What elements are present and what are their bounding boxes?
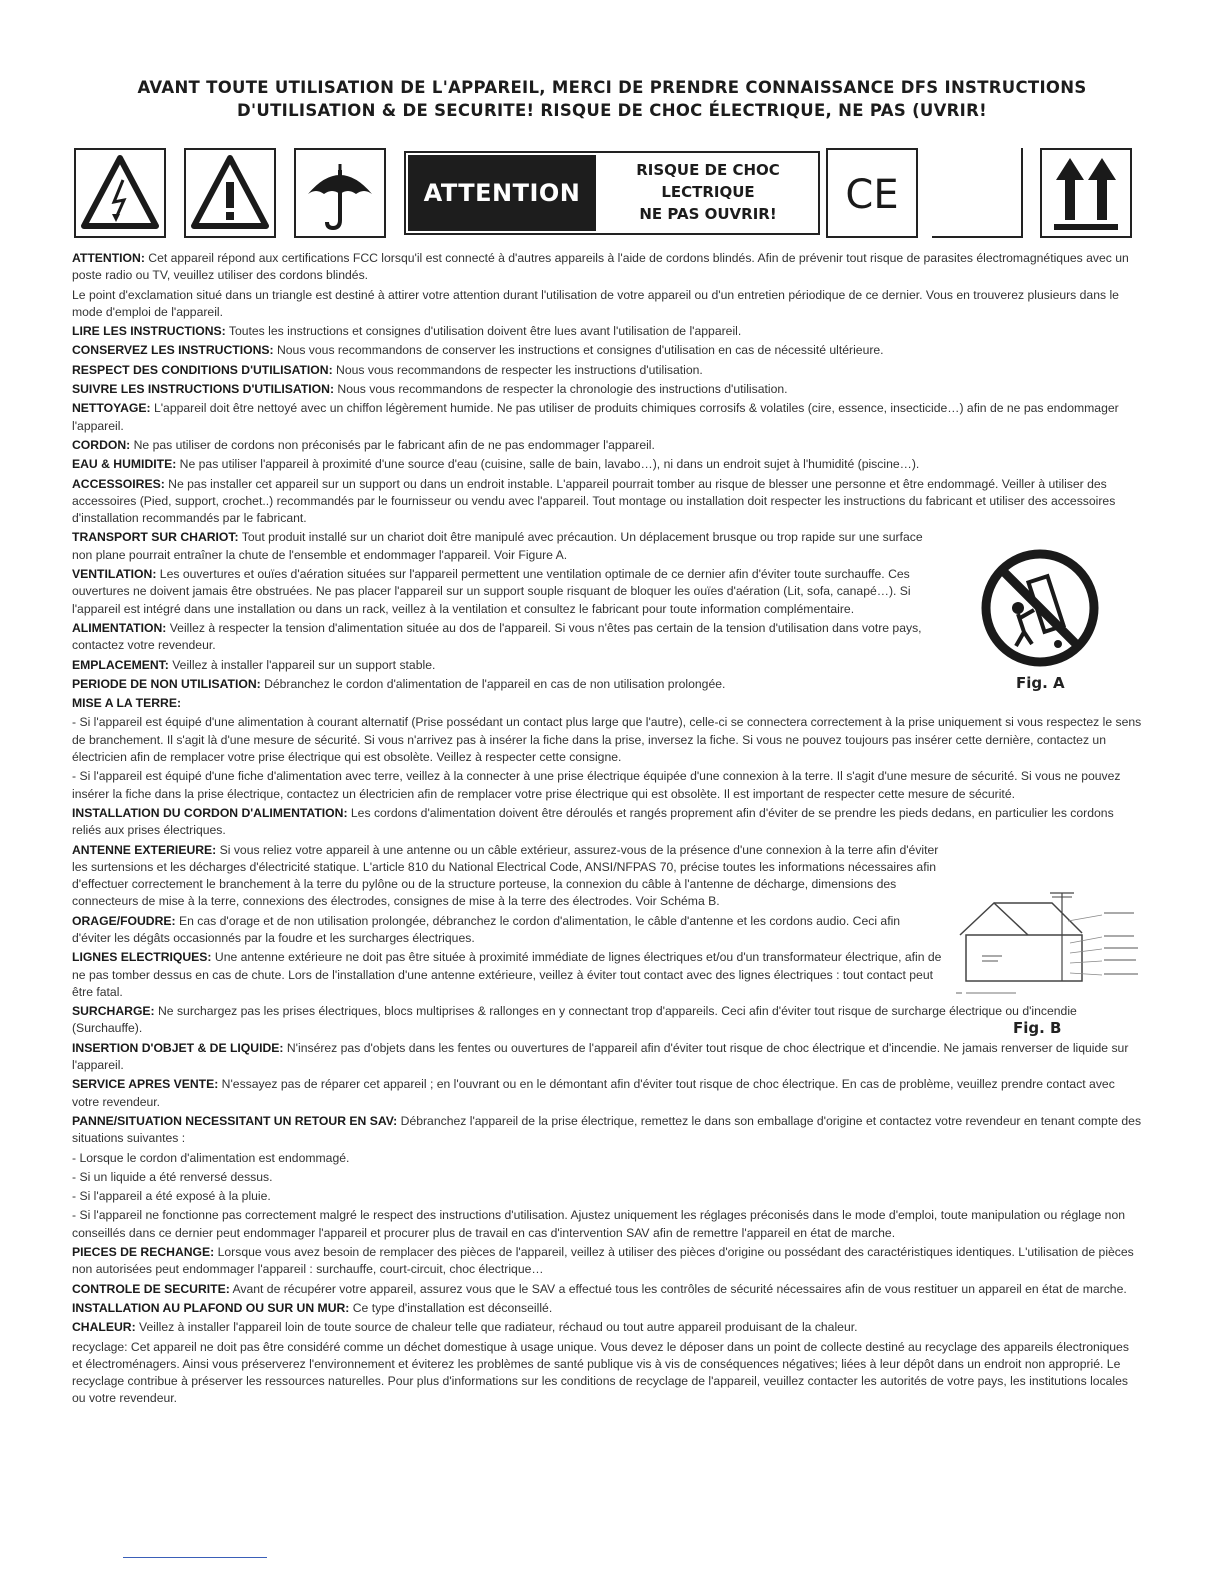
paragraph-heading: LIRE LES INSTRUCTIONS: (72, 324, 226, 339)
paragraph-text: Veillez à installer l'appareil loin de toute source de chaleur telle que radiateur, réchaud ou tout autre appareil produisant de la chaleur. (135, 1320, 858, 1335)
instruction-paragraph (72, 768, 1142, 803)
safety-instructions-text (72, 250, 1142, 1410)
instruction-paragraph (72, 1281, 1142, 1298)
paragraph-heading: SURCHARGE: (72, 1004, 155, 1019)
paragraph-text: Si vous reliez votre appareil à une antenne ou un câble extérieur, assurez-vous de la présence d'une connexion à la terre afin d'éviter les surtensions et les décharges d'électricité statique. L'article 810 du National Electrical Code, ANSI/NFPAS 70, précise toutes les informations nécessaires afin d'effectuer correctement le branchement à la terre du pylône ou de la structure porteuse, la connexion du câble à l'antenne de décharge, dimensions des connecteurs de mise à la terre, connexions des électrodes, consignes de mise à la terre des électrodes. Voir Schéma B. (72, 842, 939, 909)
paragraph-heading: ORAGE/FOUDRE: (72, 913, 176, 928)
paragraph-text: N'insérez pas d'objets dans les fentes ou ouvertures de l'appareil afin d'éviter tout risque de choc électrique et d'incendie. Ne jamais renverser de liquide sur l'appareil. (72, 1040, 1129, 1073)
paragraph-text: - Si un liquide a été renversé dessus. (72, 1169, 273, 1184)
instruction-paragraph (72, 476, 1142, 528)
paragraph-heading: ATTENTION: (72, 251, 145, 265)
shock-warning-line-1: RISQUE DE CHOC (636, 161, 780, 179)
instruction-paragraph (72, 695, 1142, 712)
paragraph-heading: ALIMENTATION: (72, 620, 167, 635)
instruction-paragraph (72, 529, 942, 564)
paragraph-heading: INSTALLATION AU PLAFOND OU SUR UN MUR: (72, 1300, 350, 1315)
paragraph-text: Ne pas utiliser de cordons non préconisés par le fabricant afin de ne pas endommager l'appareil. (130, 437, 655, 452)
instruction-paragraph (72, 1076, 1142, 1111)
safety-icons-row (74, 148, 1134, 240)
paragraph-heading: PIECES DE RECHANGE: (72, 1245, 215, 1260)
instruction-paragraph (72, 323, 1142, 340)
header-line-2: D'UTILISATION & DE SECURITE! RISQUE DE CHOC ÉLECTRIQUE, NE PAS (UVRIR! (237, 101, 987, 120)
umbrella-icon (294, 148, 386, 238)
paragraph-heading: INSERTION D'OBJET & DE LIQUIDE: (72, 1040, 284, 1055)
cart-tipping-icon (980, 548, 1100, 668)
attention-warning-banner (404, 151, 820, 235)
paragraph-text: Ce type d'installation est déconseillé. (349, 1300, 553, 1315)
paragraph-text: En cas d'orage et de non utilisation prolongée, débranchez le cordon d'alimentation, le câble d'antenne et les cordons audio. Ceci afin d'éviter les dégâts occasionnés par la foudre et les surcharges électriques. (72, 913, 901, 945)
paragraph-text: - Lorsque le cordon d'alimentation est endommagé. (72, 1150, 350, 1165)
shock-warning-text (602, 159, 814, 225)
paragraph-text: Veillez à respecter la tension d'alimentation située au dos de l'appareil. Si vous n'êtes pas certain de la tension d'utilisation dans votre pays, contactez votre revendeur. (72, 620, 922, 653)
lightning-triangle-icon (74, 148, 166, 238)
paragraph-text: Nous vous recommandons de respecter les instructions d'utilisation. (332, 362, 703, 377)
instruction-paragraph (72, 456, 1142, 473)
paragraph-text: Toutes les instructions et consignes d'utilisation doivent être lues avant l'utilisation de l'appareil. (225, 324, 742, 339)
paragraph-heading: ACCESSOIRES: (72, 476, 165, 491)
figure-a-label: Fig. A (1016, 674, 1065, 692)
paragraph-text: Ne pas utiliser l'appareil à proximité d'une source d'eau (cuisine, salle de bain, lavabo…), ni dans un endroit sujet à l'humidité (piscine…). (176, 457, 920, 472)
paragraph-heading: TRANSPORT SUR CHARIOT: (72, 530, 239, 545)
paragraph-text: Débranchez l'appareil de la prise électrique, remettez le dans son emballage d'origine et contactez votre revendeur en tenant compte des situations suivantes : (72, 1113, 1142, 1146)
paragraph-heading: EMPLACEMENT: (72, 657, 169, 672)
paragraph-text: recyclage: Cet appareil ne doit pas être considéré comme un déchet domestique à usage unique. Vous devez le déposer dans un point de collecte destiné au recyclage des appareils électroniques et électroménagers. Ainsi vous préserverez l'environnement et éviterez les problèmes de santé publique vis à vis de conséquences négatives; liées à leur dépôt dans un endroit non approprié. Le recyclage contribue à préserver les ressources naturelles. Pour plus d'informations sur les conditions de recyclage de l'appareil, veuillez contacter les autorités de votre pays, les institutions locales ou votre revendeur. (72, 1339, 1129, 1406)
paragraph-heading: EAU & HUMIDITE: (72, 457, 177, 472)
paragraph-text: L'appareil doit être nettoyé avec un chiffon légèrement humide. Ne pas utiliser de produits chimiques corrosifs & volatiles (cire, essence, insecticide…) afin de ne pas endommager l'appareil. (72, 401, 1119, 433)
instruction-paragraph (72, 1150, 1142, 1167)
paragraph-heading: INSTALLATION DU CORDON D'ALIMENTATION: (72, 805, 348, 820)
paragraph-heading: ANTENNE EXTERIEURE: (72, 842, 217, 857)
paragraph-heading: RESPECT DES CONDITIONS D'UTILISATION: (72, 362, 333, 377)
instruction-paragraph (72, 287, 1142, 322)
instruction-paragraph (72, 1188, 1142, 1205)
instruction-paragraph (72, 913, 942, 948)
paragraph-text: Débranchez le cordon d'alimentation de l'appareil en cas de non utilisation prolongée. (260, 676, 726, 691)
figure-b-label: Fig. B (1013, 1019, 1062, 1037)
paragraph-text: Le point d'exclamation situé dans un triangle est destiné à attirer votre attention durant l'utilisation de votre appareil ou d'un entretien périodique de ce dernier. Vous en trouverez plusieurs dans le mode d'emploi de l'appareil. (72, 287, 1119, 319)
paragraph-text: Cet appareil répond aux certifications FCC lorsqu'il est connecté à d'autres appareils à l'aide de cordons blindés. Afin de prévenir tout risque de parasites électromagnétiques avec un poste radio ou TV, veuillez utiliser des cordons blindés. (72, 251, 1129, 283)
paragraph-text: Nous vous recommandons de conserver les instructions et consignes d'utilisation en cas de nécessité ultérieure. (273, 343, 884, 358)
instruction-paragraph (72, 1169, 1142, 1186)
figure-b-antenna-grounding (952, 885, 1142, 1010)
instruction-paragraph (72, 1339, 1142, 1408)
instruction-paragraph (72, 1319, 1142, 1336)
instruction-paragraph (72, 805, 1142, 840)
paragraph-text: - Si l'appareil est équipé d'une alimentation à courant alternatif (Prise possédant un contact plus large que l'autre), celle-ci se connectera correctement à la prise uniquement si vous respectez le sens de branchement. Il s'agit là d'une mesure de sécurité. Si vous n'arrivez pas à insérer la fiche dans la prise, inversez la fiche. Si vous ne pouvez toujours pas insérer cette dernière, contactez un électricien afin de remplacer votre prise électrique qui est obsolète. Veillez à respecter cette consigne. (72, 715, 1142, 765)
figure-a-cart-warning (980, 548, 1100, 668)
instruction-paragraph (72, 620, 942, 655)
instruction-paragraph (72, 657, 942, 674)
instruction-paragraph (72, 714, 1142, 766)
exclamation-triangle-icon (184, 148, 276, 238)
paragraph-text: Ne surchargez pas les prises électriques, blocs multiprises & rallonges en y connectant trop d'appareils. Ceci afin d'éviter tout risque de surcharge électrique ou d'incendie (Surchauffe). (72, 1004, 1077, 1036)
paragraph-heading: CONSERVEZ LES INSTRUCTIONS: (72, 343, 274, 358)
instruction-paragraph (72, 1207, 1142, 1242)
instruction-paragraph (72, 1244, 1142, 1279)
paragraph-text: Une antenne extérieure ne doit pas être située à proximité immédiate de lignes électriques et/ou d'un transformateur électrique, afin de ne pas tomber dessus en cas de chute. Lors de l'installation d'une antenne extérieure, veillez à éviter tout contact avec des lignes électriques : tout contact peut être fatal. (72, 950, 942, 999)
paragraph-text: Tout produit installé sur un chariot doit être manipulé avec précaution. Un déplacement brusque ou trop rapide sur une surface non plane pourrait entraîner la chute de l'ensemble et endommager l'appareil. Voir Figure A. (72, 530, 923, 562)
paragraph-heading: NETTOYAGE: (72, 401, 151, 416)
instruction-paragraph (72, 250, 1142, 285)
ce-mark-text: CE (845, 172, 899, 218)
paragraph-text: Avant de récupérer votre appareil, assurez vous que le SAV a effectué tous les contrôles de sécurité nécessaires afin de vous restituer un appareil en état de marche. (229, 1281, 1127, 1296)
blank-symbol-box (932, 148, 1024, 238)
paragraph-heading: CONTROLE DE SECURITE: (72, 1281, 230, 1296)
instruction-paragraph (72, 381, 1142, 398)
instruction-paragraph (72, 400, 1142, 435)
header-line-1: AVANT TOUTE UTILISATION DE L'APPAREIL, MERCI DE PRENDRE CONNAISSANCE DFS INSTRUCTIONS (137, 78, 1087, 97)
paragraph-heading: CHALEUR: (72, 1320, 136, 1335)
this-way-up-icon (1040, 148, 1132, 238)
ce-mark-icon (826, 148, 918, 238)
instruction-paragraph (72, 949, 942, 1001)
document-header (60, 76, 1164, 122)
shock-warning-line-2: LECTRIQUE (661, 183, 755, 201)
paragraph-heading: CORDON: (72, 437, 131, 452)
instruction-paragraph (72, 1113, 1142, 1148)
paragraph-text: Nous vous recommandons de respecter la chronologie des instructions d'utilisation. (334, 382, 788, 397)
shock-warning-line-3: NE PAS OUVRIR! (639, 205, 777, 223)
paragraph-heading: PANNE/SITUATION NECESSITANT UN RETOUR EN SAV: (72, 1113, 398, 1128)
paragraph-text: Les ouvertures et ouïes d'aération situées sur l'appareil permettent une ventilation optimale de ce dernier afin d'éviter toute surchauffe. Ces ouvertures ne doivent jamais être obstruées. Ne pas placer l'appareil sur un support souple risquant de bloquer les ouïes d'aération (Lit, sofa, canapé…). Si l'appareil est intégré dans une installation ou dans un rack, veillez à la ventilation et consultez le fabricant pour toute information complémentaire. (72, 567, 911, 616)
instruction-paragraph (72, 1040, 1142, 1075)
footer-rule (123, 1557, 267, 1558)
paragraph-text: - Si l'appareil a été exposé à la pluie. (72, 1189, 271, 1204)
paragraph-text: Veillez à installer l'appareil sur un support stable. (168, 657, 436, 672)
paragraph-heading: VENTILATION: (72, 567, 157, 582)
paragraph-text: N'essayez pas de réparer cet appareil ; en l'ouvrant ou en le démontant afin d'éviter tout risque de choc électrique. En cas de problème, veuillez prendre contact avec votre revendeur. (72, 1077, 1115, 1109)
paragraph-text: - Si l'appareil ne fonctionne pas correctement malgré le respect des instructions d'utilisation. Ajustez uniquement les réglages préconisés dans le mode d'emploi, toute manipulation ou réglage non conseillés dans ce dernier peut endommager l'appareil et procurer plus de travail en cas d'intervention SAV afin de remettre l'appareil en état de marche. (72, 1208, 1126, 1240)
attention-label: ATTENTION (408, 155, 596, 231)
paragraph-heading: SERVICE APRES VENTE: (72, 1077, 219, 1092)
paragraph-text: Les cordons d'alimentation doivent être déroulés et rangés proprement afin d'éviter de se prendre les pieds dedans, en particulier les cordons reliés aux prises électriques. (72, 805, 1114, 838)
instruction-paragraph (72, 676, 1142, 693)
instruction-paragraph (72, 842, 942, 911)
instruction-paragraph (72, 566, 942, 618)
paragraph-heading: PERIODE DE NON UTILISATION: (72, 676, 261, 691)
paragraph-heading: LIGNES ELECTRIQUES: (72, 950, 212, 965)
instruction-paragraph (72, 362, 1142, 379)
paragraph-heading: MISE A LA TERRE: (72, 696, 182, 711)
antenna-grounding-diagram (952, 885, 1142, 1010)
paragraph-text: Lorsque vous avez besoin de remplacer des pièces de l'appareil, veillez à utiliser des pièces d'origine ou possédant des caractéristiques identiques. L'utilisation de pièces non autorisées peut endommager l'appareil : surchauffe, court-circuit, choc électrique… (72, 1245, 1134, 1277)
paragraph-text: - Si l'appareil est équipé d'une fiche d'alimentation avec terre, veillez à la connecter à une prise électrique équipée d'une connexion à la terre. Il s'agit d'une mesure de sécurité. Si vous ne pouvez insérer la fiche dans la prise électrique, contactez un électricien afin de remplacer votre prise électrique qui est obsolète. Il est important de respecter cette mesure de sécurité. (72, 769, 1121, 801)
paragraph-text: Ne pas installer cet appareil sur un support ou dans un endroit instable. L'appareil pourrait tomber au risque de blesser une personne et être endommagé. Veiller à utiliser des accessoires (Pied, support, crochet..) recommandés par le fournisseur ou vendu avec l'appareil. Tout montage ou installation doit respecter les instructions du fabricant et utiliser des accessoires d'installation recommandés par le fabricant. (72, 476, 1116, 526)
paragraph-heading: SUIVRE LES INSTRUCTIONS D'UTILISATION: (72, 382, 335, 397)
instruction-paragraph (72, 342, 1142, 359)
instruction-paragraph (72, 1300, 1142, 1317)
instruction-paragraph (72, 437, 1142, 454)
